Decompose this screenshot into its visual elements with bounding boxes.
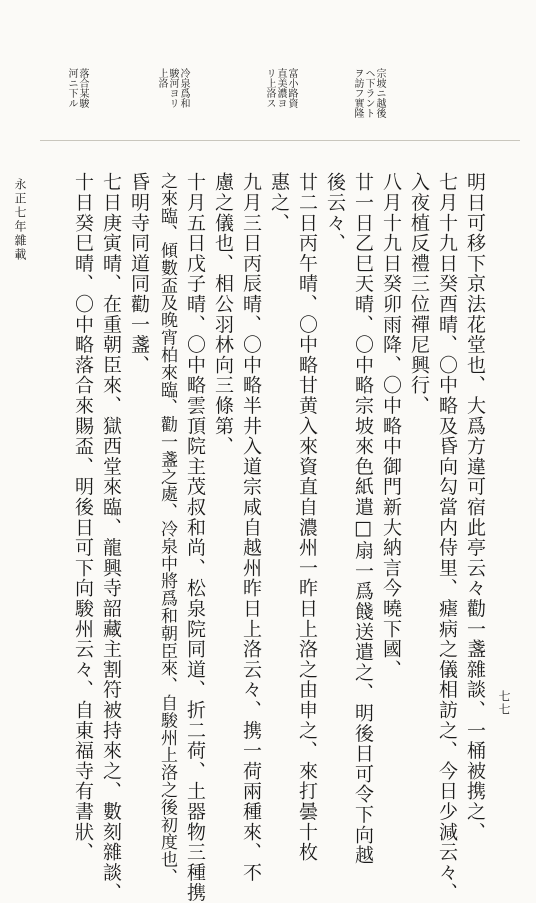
text-column: 明日可移下京法花堂也、大爲方違可宿此亭云々勸一盞雜談、一桶被携之、: [464, 172, 486, 842]
text-column: 七日庚寅晴、在重朝臣來、獄西堂來臨、龍興寺韶藏主割符被持來之、數刻雜談、: [100, 172, 122, 903]
margin-note-4: 落合某駿 河ニ下ル: [66, 68, 88, 108]
margin-note-1: 宗坡ニ越後 ヘ下ラント ヲ訪フ實隆: [352, 68, 385, 118]
text-column: 九月三日丙辰晴、〇中略半井入道宗咸自越州昨日上洛云々、携一荷兩種來、不: [240, 172, 262, 883]
text-column: 廿二日丙午晴、〇中略甘黄入來資直自濃州一昨日上洛之由申之、來打曇十枚: [296, 172, 318, 863]
text-column: 昏明寺同道同勸一盞、: [128, 172, 150, 375]
text-column: 十月五日戊子晴、〇中略雲頂院主茂叔和尚、松泉院同道、折二荷、土器物三種携: [184, 172, 206, 903]
running-title: 永正七年雜載: [13, 178, 27, 262]
text-column: 廿一日乙巳天晴、〇中略宗坡來色紙遣□扇一爲餞送遣之、明後日可令下向越: [352, 172, 374, 866]
headnote-divider: [40, 140, 520, 141]
margin-note-2: 富小路資 直美濃ヨ リ上洛ス: [264, 68, 297, 108]
text-column: 之來臨、傾數盃及晚宵柏來臨、勸一盞之處、冷泉中將爲和朝臣來、自駿州上洛之後初度也、: [157, 172, 177, 886]
text-column: 後云々、: [324, 172, 346, 254]
text-column: 慮之儀也、相公羽林向三條第、: [212, 172, 234, 457]
page-number: 七七: [497, 690, 511, 716]
text-column: 七月十九日癸酉晴、〇中略及昏向勾當内侍里、瘧病之儀相訪之、今日少減云々、: [436, 172, 458, 903]
text-column: 八月十九日癸卯雨降、〇中略中御門新大納言今曉下國、: [380, 172, 402, 680]
text-column: 惠之、: [268, 172, 290, 233]
text-column: 十日癸巳晴、〇中略落合來賜盃、明後日可下向駿州云々、自東福寺有書狀、: [72, 172, 94, 863]
text-column: 入夜植反禮三位禪尼興行、: [408, 172, 430, 416]
margin-note-3: 冷泉爲和 駿河ヨリ 上洛: [156, 68, 189, 108]
